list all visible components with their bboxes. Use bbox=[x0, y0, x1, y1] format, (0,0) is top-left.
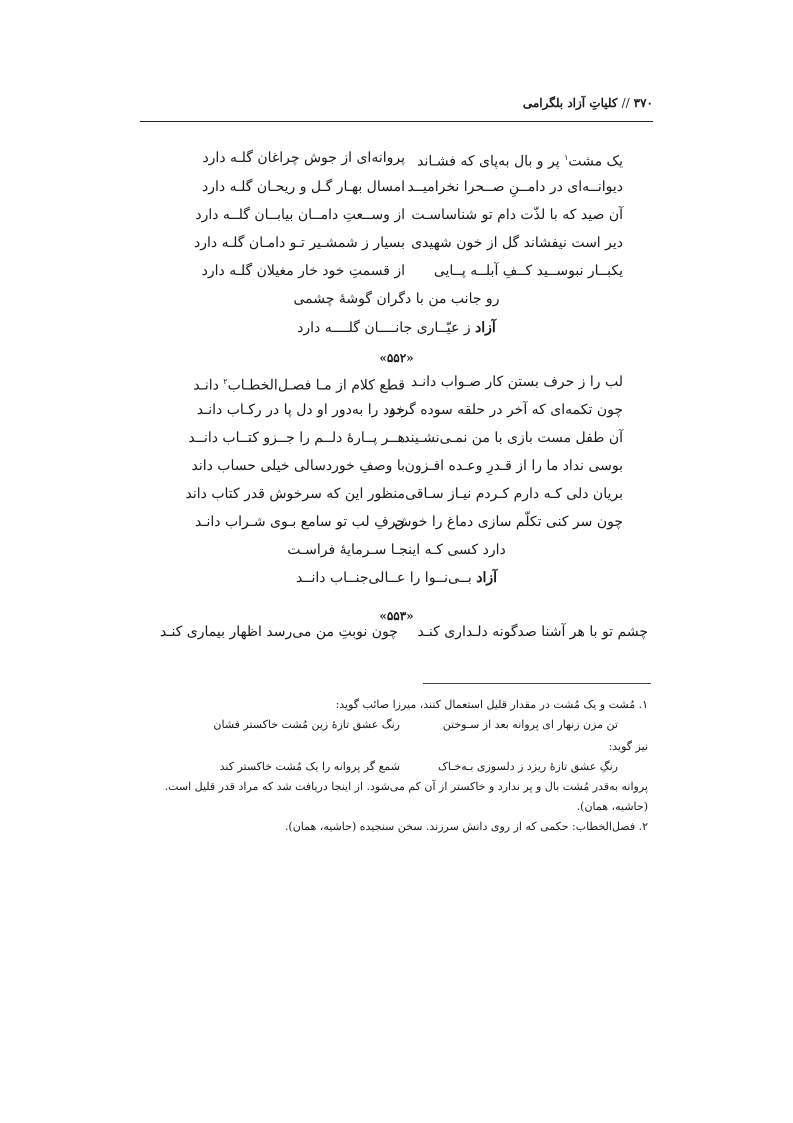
footnote-1-cont: نیز گوید: bbox=[608, 740, 648, 753]
running-header bbox=[140, 96, 653, 120]
hemistich-right: دیوانــه‌ای در دامــنِ صــحرا نخرامیــد bbox=[407, 179, 623, 195]
footnote-verse-right: رنگِ عشق تازهٔ ریزد ز دلسوزی بـه‌خـاک bbox=[438, 760, 618, 773]
hemistich-right: چشم تو با هر آشنا صدگونه دلـداری کنـد bbox=[417, 624, 648, 640]
header-rule bbox=[140, 121, 653, 122]
hemistich-right: بوسی نداد ما را از قـدرِ وعـده افـزون bbox=[404, 458, 623, 474]
hemistich-left: منظور این که سرخوش قدر کتاب داند bbox=[185, 486, 405, 502]
hemistich-left: خود را به‌دور او دل پا در رکـاب دانـد bbox=[196, 402, 405, 418]
hemistich-left: از قسمتِ خود خار مغیلان گلـه دارد bbox=[201, 263, 405, 279]
poem-number-553: «۵۵۳» bbox=[379, 609, 414, 623]
footnote-verse-left: رنگ عشق تازهٔ زین مُشت خاکستر فشان bbox=[213, 718, 400, 731]
final-line-text: بــی‌نــوا را عــالی‌جنــاب دانــد bbox=[295, 570, 477, 586]
hemistich-left: قطع کلام از مـا فصـل‌الخطـاب$^۲$ دانـد bbox=[193, 377, 405, 394]
footnote-ref: ۲ bbox=[223, 377, 228, 386]
hemistich-left: چون نوبتِ من می‌رسد اظهار بیماری کنـد bbox=[160, 624, 398, 640]
book-title: کلیاتِ آزاد بلگرامی bbox=[522, 96, 618, 110]
hemistich-left: بسیار ز شمشـیر تـو دامـان گلـه دارد bbox=[194, 235, 405, 251]
final-line bbox=[140, 303, 653, 336]
hemistich-right: چون تکمه‌ای که آخر در حلقه سوده گردد bbox=[388, 402, 623, 418]
hemistich-right: یک مشت$^۱$ پر و بال به‌پای که فشـاند bbox=[417, 153, 623, 170]
hemistich-left: هــر پــارهٔ دلــم را جــزو کتــاب دانــد bbox=[188, 430, 405, 446]
page-number bbox=[523, 96, 653, 110]
hemistich-right: یکبــار نبوســید کــفِ آبلــه پــایی bbox=[433, 263, 623, 279]
final-line-text: ز عیّــاری جانــــان گلــــه دارد bbox=[297, 320, 476, 336]
poet-name: آزاد bbox=[475, 320, 496, 336]
footnote-1-source: (حاشیه، همان). bbox=[576, 800, 648, 813]
hemistich-left: با وصفِ خوردسالی خیلی حساب داند bbox=[191, 458, 405, 474]
hemistich-left: امسال بهـار گـل و ریحـان گلـه دارد bbox=[202, 179, 405, 195]
poem-553-couplet bbox=[160, 624, 648, 640]
footnote-1-cont: پروانه به‌قدر مُشت بال و پر ندارد و خاکستر از آن کم می‌شود. از اینجا دریافت شد که مراد قدر قلیل است. bbox=[164, 780, 648, 793]
hemistich-left: پروانه‌ای از جوش چراغان گلـه دارد bbox=[202, 150, 405, 166]
footnote-2: ۲. فصل‌الخطاب: حکمی که از روی دانش سرزند. سخن سنجیده (حاشیه، همان). bbox=[284, 820, 648, 833]
hemistich-left: از وســعتِ دامــان بیابــان گلــه دارد bbox=[195, 207, 405, 223]
footnote-rule bbox=[423, 683, 651, 684]
hemistich-left: حرفِ لب تو سامع بـوی شـراب دانـد bbox=[195, 514, 405, 530]
poet-name: آزاد bbox=[476, 570, 498, 586]
hemistich-right: آن طفل مست بازی با من نمـی‌نشـیند bbox=[403, 430, 623, 446]
footnote-1: ۱. مُشت و یک مُشت در مقدار قلیل استعمال کنند، میرزا صائب گوید: bbox=[335, 698, 648, 711]
footnote-verse-left: شمع گر پروانه را یک مُشت خاکستر کند bbox=[219, 760, 400, 773]
hemistich-right: چون سر کنی تکلّم سازی دماغ را خوش bbox=[394, 514, 623, 530]
hemistich-right: آن صید که با لذّت دام تو شناساسـت bbox=[411, 207, 623, 223]
final-line: رو جانب من با دگران گوشهٔ چشمی bbox=[293, 291, 500, 307]
poem-number-552: «۵۵۲» bbox=[379, 351, 414, 365]
hemistich-right: لب را ز حرف بستن کار صـواب دانـد bbox=[410, 374, 623, 390]
hemistich-right: دیر است نیفشاند گل از خون شهیدی bbox=[411, 235, 623, 251]
header-separator: // bbox=[621, 96, 630, 110]
footnote-ref: ۱ bbox=[564, 153, 569, 162]
final-line: دارد کسی کـه اینجـا سـرمایهٔ فراسـت bbox=[287, 542, 506, 558]
page-number-text: ۳۷۰ bbox=[633, 96, 653, 110]
footnote-verse-right: تن مزن زنهار ای پروانه بعد از سـوختن bbox=[442, 718, 618, 731]
hemistich-right: بریان دلی کـه دارم کـردم نیـاز سـاقی bbox=[405, 486, 623, 502]
final-line bbox=[140, 568, 653, 588]
